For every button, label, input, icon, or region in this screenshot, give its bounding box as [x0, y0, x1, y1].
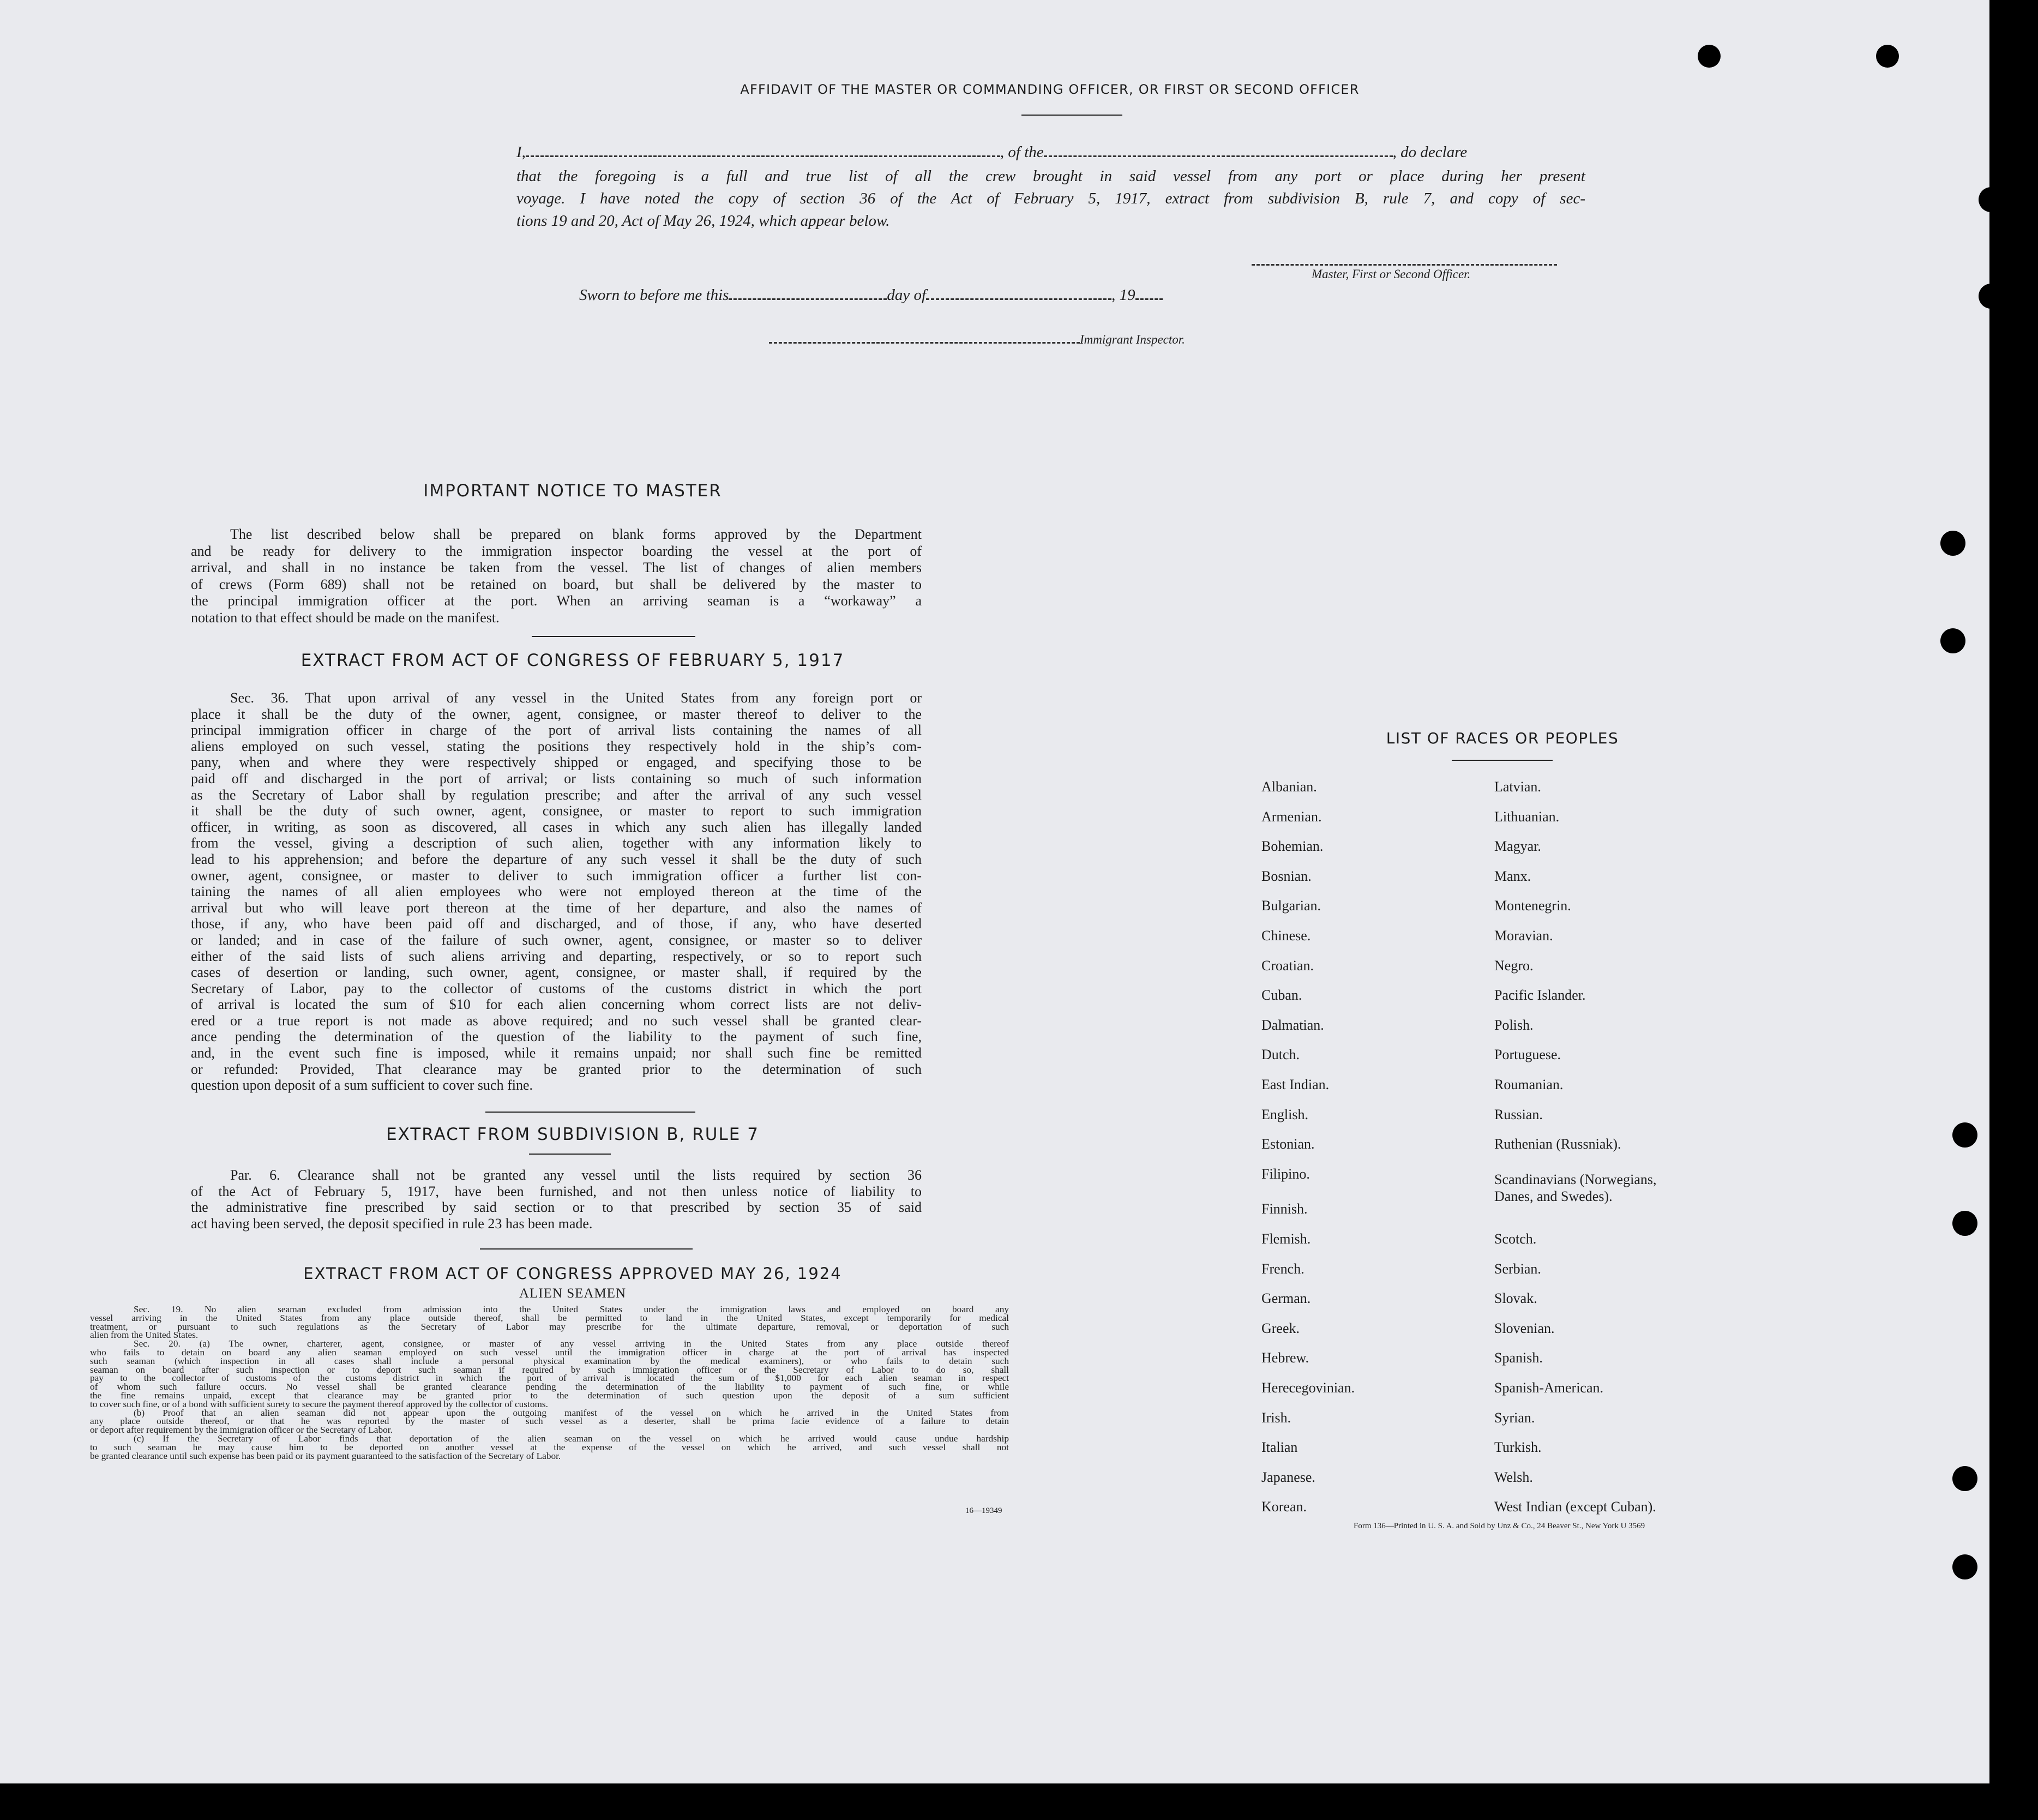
extract-1917-line: pany, when and where they were respectively shipped or engaged, and specifying those to be: [191, 754, 922, 771]
extract-1924-line: the fine remains unpaid, except that clearance may be granted prior to the determination of such question upon the deposit of a sum sufficient: [90, 1390, 1009, 1401]
race-item: Flemish.: [1261, 1231, 1311, 1247]
extract-1917-line: owner, agent, consignee, or master to deliver to such immigration officer a further list con-: [191, 867, 922, 884]
race-item: Greek.: [1261, 1320, 1300, 1336]
races-title: LIST OF RACES OR PEOPLES: [1386, 729, 1619, 747]
divider: [480, 1248, 693, 1250]
race-item: Herecegovinian.: [1261, 1380, 1355, 1396]
extract-1924-line: Sec. 19. No alien seaman excluded from admission into the United States under the immigration laws and employed on board any: [134, 1304, 1009, 1314]
race-item: Roumanian.: [1494, 1077, 1564, 1092]
extract-1917-line: officer, in writing, as soon as discovered, all cases in which any such alien has illegally landed: [191, 819, 922, 835]
extract-1917-line: paid off and discharged in the port of arrival; or lists containing so much of such information: [191, 770, 922, 786]
race-item: Spanish.: [1494, 1350, 1543, 1366]
race-item: Magyar.: [1494, 838, 1541, 855]
extract-1924-line: pay to the collector of customs of the customs district in which the port of arrival is located the sum of $1,000 for each alien seaman in respect: [90, 1373, 1009, 1384]
extract-1917-line: from the vessel, giving a description of such alien, together with any information likely to: [191, 835, 922, 851]
race-item: Bosnian.: [1261, 868, 1312, 884]
extract-1924-title: EXTRACT FROM ACT OF CONGRESS APPROVED MAY 26, 1924: [303, 1264, 842, 1283]
race-item: Polish.: [1494, 1017, 1534, 1033]
race-item: Manx.: [1494, 868, 1531, 884]
race-item: Italian: [1261, 1439, 1298, 1456]
race-item: Turkish.: [1494, 1439, 1542, 1456]
year-label: , 19: [1111, 286, 1135, 304]
month-field[interactable]: [926, 298, 1111, 300]
notice-line: arrival, and shall in no instance be taken from the vessel. The list of changes of alien members: [191, 560, 922, 575]
notice-line: The list described below shall be prepared on blank forms approved by the Department: [230, 526, 922, 542]
punch-hole: [1940, 628, 1965, 653]
affidavit-line-2: that the foregoing is a full and true list of all the crew brought in said vessel from any port or place during her present: [516, 167, 1585, 185]
punch-hole: [1952, 1466, 1977, 1491]
extract-1917-line: it shall be the duty of such owner, agent, consignee, or master to report to such immigration: [191, 803, 922, 819]
race-item: Moravian.: [1494, 928, 1553, 944]
of-the-label: , of the: [1000, 143, 1044, 161]
form-footer: Form 136—Printed in U. S. A. and Sold by Unz & Co., 24 Beaver St., New York U 3569: [1354, 1522, 1645, 1530]
vessel-name-field[interactable]: [1044, 155, 1393, 157]
race-item: West Indian (except Cuban).: [1494, 1499, 1656, 1515]
extract-1917-line: those, if any, who have been paid off and discharged, and of those, if any, who have deserted: [191, 916, 922, 932]
race-item: Ruthenian (Russniak).: [1494, 1136, 1621, 1152]
extract-1924-line: or deport after requirement by the immigration officer or the Secretary of Labor.: [90, 1425, 393, 1435]
race-item: Scandinavians (Norwegians, Danes, and Swedes).: [1494, 1171, 1657, 1204]
notice-line: notation to that effect should be made on the manifest.: [191, 609, 500, 626]
inspector-line: [769, 333, 1185, 347]
print-code: 16—19349: [965, 1506, 1002, 1515]
extract-1917-line: Secretary of Labor, pay to the collector of customs of the customs district in which the port: [191, 980, 922, 996]
race-item: Latvian.: [1494, 779, 1541, 795]
extract-1917-line: or refunded: Provided, That clearance may be granted prior to the determination of such: [191, 1061, 922, 1077]
punch-hole: [1952, 1554, 1977, 1579]
rule7-line: the administrative fine prescribed by said section or to that prescribed by section 35 of said: [191, 1199, 922, 1216]
extract-1924-line: such seaman (which inspection in all cases shall include a personal physical examination by the medical examiners), or who fails to detain such: [90, 1355, 1009, 1366]
extract-1924-line: to cover such fine, or of a bond with sufficient surety to secure the payment thereof approved by the collector of customs.: [90, 1398, 548, 1409]
punch-hole: [1979, 284, 2004, 309]
race-item: Slovenian.: [1494, 1320, 1555, 1336]
punch-hole: [1698, 45, 1721, 68]
race-item: Pacific Islander.: [1494, 987, 1586, 1004]
sworn-line: [579, 286, 1163, 304]
punch-hole: [1952, 1122, 1977, 1148]
race-item: Negro.: [1494, 957, 1534, 974]
extract-1917-line: ered or a true report is not made as above required; and no such vessel shall be granted clear-: [191, 1012, 922, 1029]
notice-line: and be ready for delivery to the immigration inspector boarding the vessel at the port of: [191, 543, 922, 559]
rule7-line: act having been served, the deposit specified in rule 23 has been made.: [191, 1215, 593, 1232]
extract-1924-line: who fails to detain on board any alien seaman employed on such vessel until the immigration officer in charge at the port of arrival has inspected: [90, 1347, 1009, 1358]
declarant-name-field[interactable]: [526, 155, 1000, 157]
race-item: Bulgarian.: [1261, 898, 1321, 914]
rule7-body: [191, 1167, 922, 1232]
extract-1917-line: as the Secretary of Labor shall by regulation prescribe; and after the arrival of any such vessel: [191, 786, 922, 803]
extract-1924-line: vessel arriving in the United States from any place outside thereof, shall be permitted to land in the United States, except temporarily for medical: [90, 1312, 1009, 1323]
race-item: East Indian.: [1261, 1077, 1330, 1092]
affidavit-line-3: voyage. I have noted the copy of section 36 of the Act of February 5, 1917, extract from subdivision B, rule 7, and copy of sec-: [516, 190, 1585, 207]
race-item: Dalmatian.: [1261, 1017, 1324, 1033]
divider: [1021, 115, 1122, 116]
extract-1917-line: Sec. 36. That upon arrival of any vessel in the United States from any foreign port or: [230, 690, 922, 706]
race-item: Japanese.: [1261, 1469, 1315, 1485]
race-item: Syrian.: [1494, 1409, 1535, 1426]
notice-line: the principal immigration officer at the port. When an arriving seaman is a “workaway” a: [191, 593, 922, 609]
inspector-signature-field[interactable]: [769, 342, 1080, 344]
do-declare-label: , do declare: [1392, 143, 1468, 161]
master-signature-line[interactable]: [1252, 264, 1557, 266]
race-item: Albanian.: [1261, 779, 1317, 795]
divider: [532, 636, 695, 637]
sworn-label: Sworn to before me this: [579, 286, 729, 304]
extract-1917-line: or landed; and in case of the failure of such owner, agent, consignee, or master so to deliver: [191, 932, 922, 948]
affidavit-title: AFFIDAVIT OF THE MASTER OR COMMANDING OFFICER, OR FIRST OR SECOND OFFICER: [740, 82, 1360, 97]
extract-1917-line: principal immigration officer in charge of the port of arrival lists containing the names of all: [191, 722, 922, 738]
day-of-label: day of: [887, 286, 927, 304]
affidavit-line-4: tions 19 and 20, Act of May 26, 1924, which appear below.: [516, 212, 890, 230]
extract-1917-line: cases of desertion or landing, such owner, agent, consignee, or master shall, if required by the: [191, 964, 922, 981]
race-item: Serbian.: [1494, 1260, 1541, 1277]
punch-hole: [1952, 1211, 1977, 1236]
race-item: French.: [1261, 1260, 1304, 1277]
extract-1917-line: and, in the event such fine is imposed, while it remains unpaid; nor shall such fine be remitted: [191, 1045, 922, 1061]
extract-1924-line: (b) Proof that an alien seaman did not appear upon the outgoing manifest of the vessel on which he arrived in the United States from: [134, 1407, 1009, 1418]
notice-line: of crews (Form 689) shall not be retained on board, but shall be delivered by the master to: [191, 576, 922, 592]
extract-1924-line: be granted clearance until such expense has been paid or its payment guaranteed to the satisfaction of the Secretary of Labor.: [90, 1450, 561, 1461]
notice-title: IMPORTANT NOTICE TO MASTER: [423, 481, 722, 501]
punch-hole: [1876, 45, 1899, 68]
race-item: Armenian.: [1261, 808, 1322, 825]
race-item: Cuban.: [1261, 987, 1302, 1004]
rule7-title: EXTRACT FROM SUBDIVISION B, RULE 7: [386, 1125, 759, 1144]
race-item: Lithuanian.: [1494, 808, 1560, 825]
race-item: Estonian.: [1261, 1136, 1315, 1152]
day-field[interactable]: [729, 298, 887, 300]
rule7-line: of the Act of February 5, 1917, have been furnished, and not then unless notice of liability to: [191, 1183, 922, 1199]
divider: [1452, 760, 1553, 761]
race-item: Finnish.: [1261, 1201, 1308, 1217]
race-item: Chinese.: [1261, 928, 1311, 944]
race-item: English.: [1261, 1106, 1308, 1122]
extract-1924-body: [90, 1305, 1009, 1460]
extract-1924-line: treatment, or pursuant to such regulations as the Secretary of Labor may prescribe for the ultimate departure, removal, or deportation of such: [90, 1321, 1009, 1332]
extract-1924-line: seaman on board after such inspection or to deport such seaman if required by such immigration officer or the Secretary of Labor to do so, shall: [90, 1364, 1009, 1375]
extract-1917-line: ance pending the determination of the question of the liability to the payment of such fine,: [191, 1029, 922, 1045]
notice-body: [191, 526, 922, 626]
inspector-label: Immigrant Inspector.: [1080, 333, 1185, 346]
race-item: Croatian.: [1261, 957, 1314, 974]
extract-1924-line: to such seaman he may cause him to be deported on another vessel at the expense of the vessel on which he arrived, and such vessel shall not: [90, 1441, 1009, 1452]
race-item: Hebrew.: [1261, 1350, 1309, 1366]
year-field[interactable]: [1135, 298, 1163, 300]
race-item: Slovak.: [1494, 1290, 1537, 1307]
extract-1924-subtitle: ALIEN SEAMEN: [519, 1286, 626, 1301]
extract-1917-line: of arrival is located the sum of $10 for each alien concerning whom correct lists are not deliv-: [191, 996, 922, 1013]
extract-1917-title: EXTRACT FROM ACT OF CONGRESS OF FEBRUARY 5, 1917: [300, 651, 845, 670]
punch-hole: [1979, 187, 2004, 212]
extract-1917-body: [191, 690, 922, 1094]
divider: [529, 1154, 611, 1155]
extract-1917-line: place it shall be the duty of the owner, agent, consignee, or master thereof to deliver to the: [191, 706, 922, 722]
declarant-label: I,: [516, 143, 526, 161]
extract-1917-line: arrival but who will leave port thereon at the time of her departure, and also the names of: [191, 899, 922, 916]
extract-1917-line: lead to his apprehension; and before the departure of any such vessel it shall be the duty of such: [191, 851, 922, 867]
affidavit-declaration-line: [516, 143, 1467, 161]
extract-1924-line: of whom such failure occurs. No vessel shall be granted clearance pending the determination of the liability to payment of such fine, or while: [90, 1381, 1009, 1392]
race-item: Irish.: [1261, 1409, 1291, 1426]
race-item: German.: [1261, 1290, 1311, 1307]
race-item: Montenegrin.: [1494, 898, 1571, 914]
race-item: Spanish-American.: [1494, 1380, 1604, 1396]
race-item: Portuguese.: [1494, 1047, 1561, 1063]
rule7-line: Par. 6. Clearance shall not be granted any vessel until the lists required by section 36: [230, 1167, 922, 1183]
extract-1924-line: (c) If the Secretary of Labor finds that deportation of the alien seaman on the vessel on which he arrived would cause undue hardship: [134, 1433, 1009, 1444]
extract-1924-line: any place outside thereof, or that he was reported by the master of such vessel as a deserter, shall be prima facie evidence of a failure to detain: [90, 1416, 1009, 1427]
race-item: Korean.: [1261, 1499, 1307, 1515]
extract-1917-line: either of the said lists of such aliens arriving and departing, respectively, or so to report such: [191, 948, 922, 964]
extract-1924-line: alien from the United States.: [90, 1330, 199, 1341]
race-item: Bohemian.: [1261, 838, 1324, 855]
race-item: Scotch.: [1494, 1231, 1537, 1247]
extract-1924-line: Sec. 20. (a) The owner, charterer, agent, consignee, or master of any vessel arriving in the United States from any place outside thereof: [134, 1338, 1009, 1349]
punch-hole: [1940, 531, 1965, 556]
extract-1917-line: taining the names of all alien employees who were not employed thereon at the time of the: [191, 884, 922, 900]
race-item: Welsh.: [1494, 1469, 1533, 1485]
divider: [485, 1112, 695, 1113]
race-item: Russian.: [1494, 1106, 1543, 1122]
race-item: Dutch.: [1261, 1047, 1300, 1063]
extract-1917-line: aliens employed on such vessel, stating the positions they respectively hold in the ship’s com-: [191, 738, 922, 754]
extract-1917-line: question upon deposit of a sum sufficient to cover such fine.: [191, 1077, 533, 1094]
master-signature-label: Master, First or Second Officer.: [1312, 267, 1471, 281]
race-item: Filipino.: [1261, 1166, 1310, 1182]
